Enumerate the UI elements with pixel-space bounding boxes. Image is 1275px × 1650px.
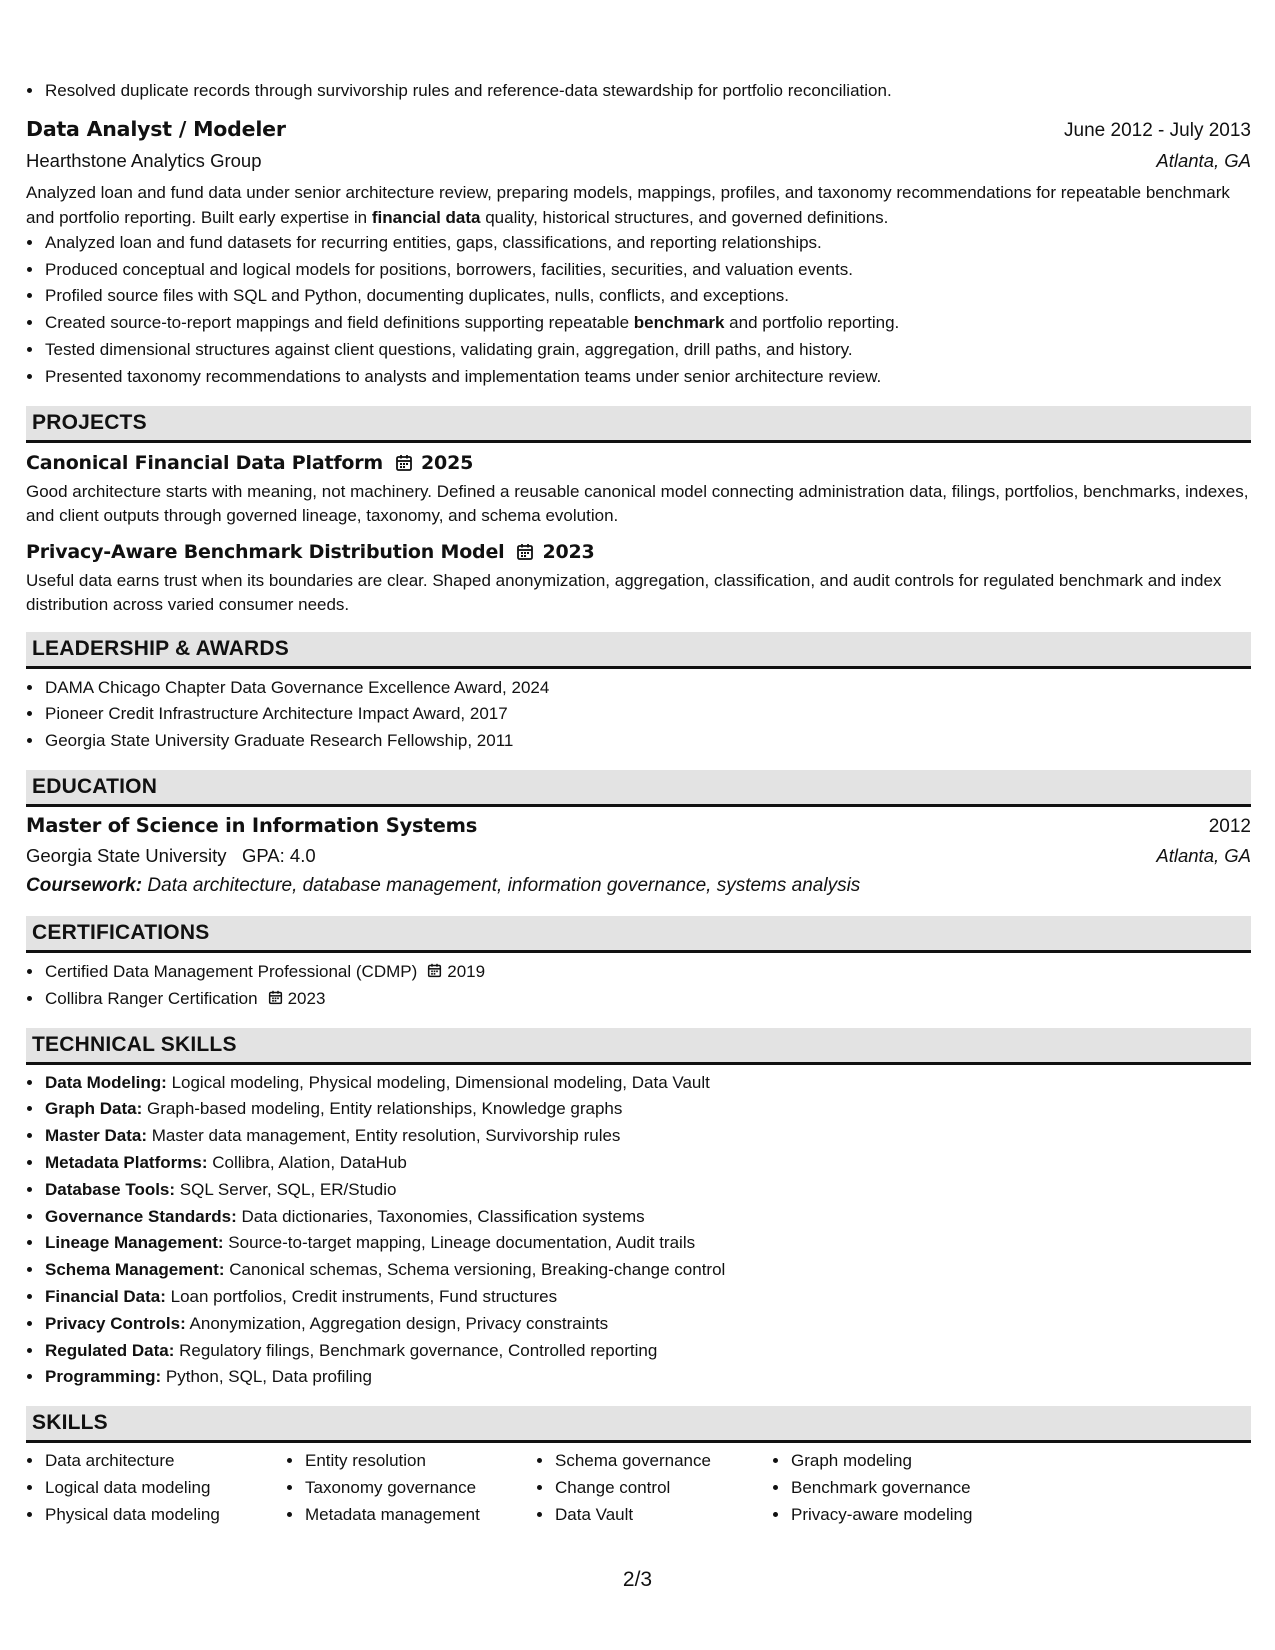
job-summary: Analyzed loan and fund data under senior architecture review, preparing models, mappings, profiles, and taxonomy recommendations for repeatable benchmark and portfolio reporting. Built early expertise in financial data quality, historical structures, and governed definitions. [26,182,1230,227]
job-header [26,114,1251,146]
job-dates: June 2012 - July 2013 [1064,119,1251,141]
list-item: • Data architecture [44,1448,286,1475]
job-location: Atlanta, GA [1156,149,1251,171]
section-heading-technical-skills: TECHNICAL SKILLS [26,1028,1251,1065]
job-title: Data Analyst / Modeler [26,116,286,141]
education-location: Atlanta, GA [1156,844,1251,866]
skills-column [536,1448,772,1528]
education-coursework: Coursework: Data architecture, database management, information governance, systems analysis [26,874,861,896]
page-number: 2/3 [622,1568,653,1591]
section-heading-education: EDUCATION [26,770,1251,807]
list-item: • Metadata management [304,1502,536,1529]
list-item: • Benchmark governance [790,1475,1050,1502]
list-item: • Data Vault [554,1502,772,1529]
list-item: • Profiled source files with SQL and Python, documenting duplicates, nulls, conflicts, and exceptions. [44,283,1251,310]
education-year: 2012 [1208,815,1251,837]
project-title: Privacy-Aware Benchmark Distribution Model [26,540,505,563]
list-item: • Regulated Data: Regulatory filings, Benchmark governance, Controlled reporting [44,1338,1251,1365]
list-item: • Lineage Management: Source-to-target mapping, Lineage documentation, Audit trails [44,1230,1251,1257]
section-heading-projects: PROJECTS [26,406,1251,443]
list-item: • Georgia State University Graduate Research Fellowship, 2011 [44,728,1251,755]
list-item: • Metadata Platforms: Collibra, Alation, DataHub [44,1150,1251,1177]
calendar-icon [268,990,283,1005]
education-school: Georgia State University [26,844,227,866]
list-item: • Pioneer Credit Infrastructure Architecture Impact Award, 2017 [44,701,1251,728]
education-gpa: GPA: 4.0 [241,844,316,866]
list-item: • Physical data modeling [44,1502,286,1529]
previous-job-bullets [26,78,1251,105]
project-title: Canonical Financial Data Platform [26,451,384,474]
calendar-icon [395,454,413,472]
project-description: Good architecture starts with meaning, not machinery. Defined a reusable canonical model connecting administration data, filings, portfolios, benchmarks, indexes, and client outputs through governed lineage, taxonomy, and schema evolution. [26,481,1249,525]
project-item [26,449,1251,528]
list-item: • Presented taxonomy recommendations to analysts and implementation teams under senior architecture review. [44,364,1251,391]
skills-column [772,1448,1050,1528]
list-item: • Programming: Python, SQL, Data profiling [44,1364,1251,1391]
calendar-icon [427,963,442,978]
list-item: • Governance Standards: Data dictionaries, Taxonomies, Classification systems [44,1204,1251,1231]
list-item: • Master Data: Master data management, Entity resolution, Survivorship rules [44,1123,1251,1150]
list-item: • Produced conceptual and logical models for positions, borrowers, facilities, securities, and valuation events. [44,257,1251,284]
list-item: • Logical data modeling [44,1475,286,1502]
skills-column [26,1448,286,1528]
skills-column [286,1448,536,1528]
list-item: • Privacy Controls: Anonymization, Aggregation design, Privacy constraints [44,1311,1251,1338]
section-heading-leadership: LEADERSHIP & AWARDS [26,632,1251,669]
job-subheader [26,146,1251,176]
list-item: • Created source-to-report mappings and field definitions supporting repeatable benchmark and portfolio reporting. [44,310,1251,337]
section-heading-certifications: CERTIFICATIONS [26,916,1251,953]
job-entry [26,114,1251,391]
job-company: Hearthstone Analytics Group [26,149,262,171]
education-degree: Master of Science in Information Systems [26,813,478,837]
list-item: • Schema Management: Canonical schemas, Schema versioning, Breaking-change control [44,1257,1251,1284]
project-title-row [26,538,1251,566]
list-item: • Graph modeling [790,1448,1050,1475]
list-item: • Privacy-aware modeling [790,1502,1050,1529]
list-item: • Analyzed loan and fund datasets for recurring entities, gaps, classifications, and reporting relationships. [44,230,1251,257]
project-year: 2025 [421,451,474,474]
list-item: • Collibra Ranger Certification 2023 [44,986,1251,1013]
list-item: • Certified Data Management Professional (CDMP) 2019 [44,959,1251,986]
list-item: • Tested dimensional structures against client questions, validating grain, aggregation, drill paths, and history. [44,337,1251,364]
skills-grid [26,1448,1251,1528]
resume-page [26,78,1251,1529]
list-item: • Resolved duplicate records through survivorship rules and reference-data stewardship for portfolio reconciliation. [44,78,1251,105]
education-school-line [26,841,316,871]
job-bullets [26,230,1251,391]
project-year: 2023 [542,540,595,563]
education-entry [26,811,1251,901]
list-item: • Graph Data: Graph-based modeling, Entity relationships, Knowledge graphs [44,1096,1251,1123]
technical-skills-list [26,1070,1251,1392]
project-item [26,538,1251,617]
section-heading-skills: SKILLS [26,1406,1251,1443]
project-description: Useful data earns trust when its boundaries are clear. Shaped anonymization, aggregation, classification, and audit controls for regulated benchmark and index distribution across varied consumer needs. [26,570,1222,614]
list-item: • Change control [554,1475,772,1502]
list-item: • Data Modeling: Logical modeling, Physical modeling, Dimensional modeling, Data Vault [44,1070,1251,1097]
certifications-list [26,959,1251,1013]
list-item: • DAMA Chicago Chapter Data Governance Excellence Award, 2024 [44,675,1251,702]
project-title-row [26,449,1251,477]
calendar-icon [516,543,534,561]
list-item: • Schema governance [554,1448,772,1475]
list-item: • Entity resolution [304,1448,536,1475]
list-item: • Taxonomy governance [304,1475,536,1502]
list-item: • Database Tools: SQL Server, SQL, ER/Studio [44,1177,1251,1204]
list-item: • Financial Data: Loan portfolios, Credit instruments, Fund structures [44,1284,1251,1311]
leadership-list [26,675,1251,755]
